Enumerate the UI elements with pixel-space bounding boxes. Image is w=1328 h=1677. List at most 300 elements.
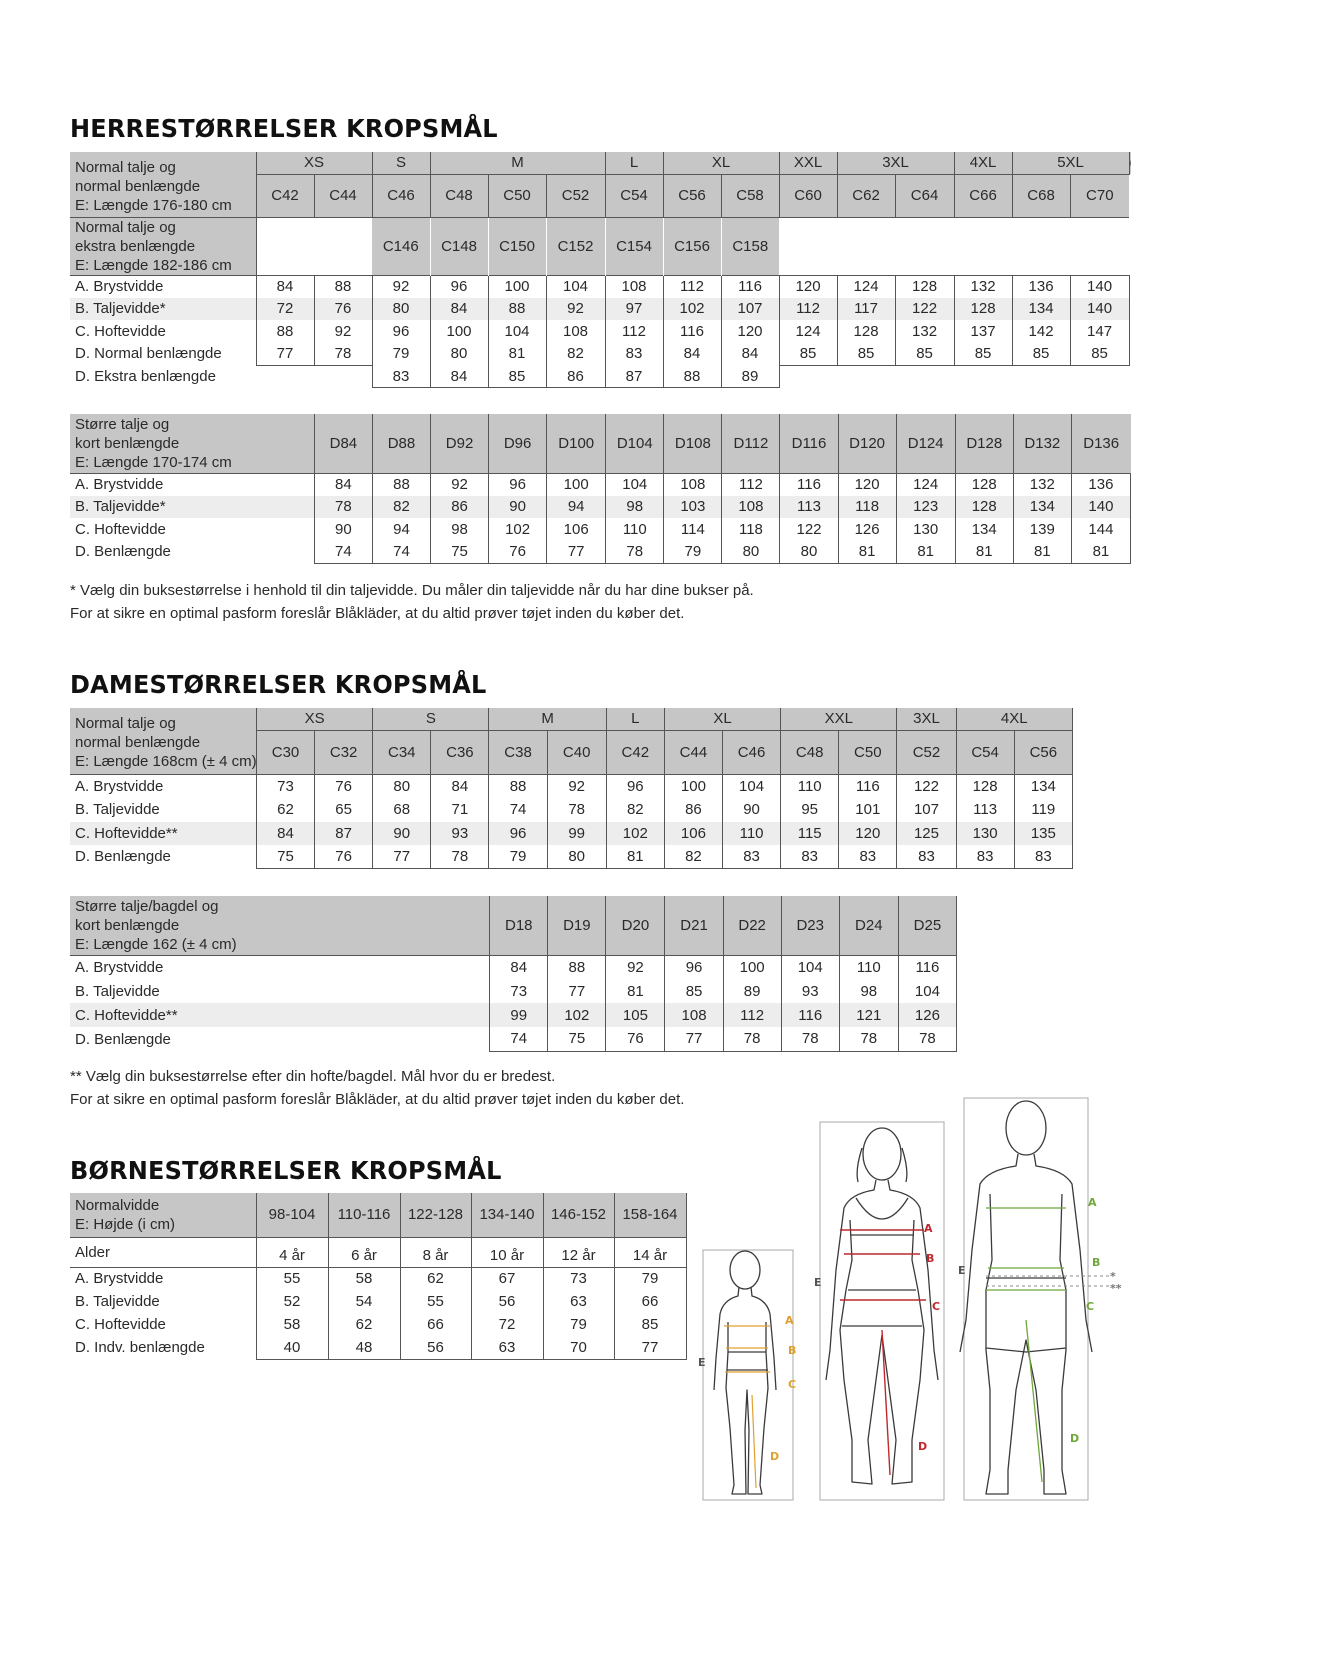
men-cell: 84 [721,343,779,366]
men-large-code: D84 [314,414,372,473]
men-cell: 84 [430,365,488,388]
kids-cell: 66 [614,1290,686,1313]
men-large-cell: 124 [896,473,955,496]
men-large-cell: 86 [431,496,489,519]
men-cell: 112 [605,320,663,343]
men-large-cell: 128 [955,496,1013,519]
women-large-code: D22 [723,896,781,955]
men-code: C68 [1012,174,1070,217]
women-large-cell: 116 [781,1003,839,1027]
kids-row [70,1267,686,1290]
men-code: C64 [895,174,954,217]
men-large-cell: 140 [1071,496,1130,519]
women-cell: 82 [606,798,664,822]
women-large-cell: 77 [665,1027,723,1051]
women-cell: 90 [722,798,780,822]
men-large-cell: 112 [722,473,780,496]
men-cell: 80 [372,298,430,321]
women-cell: 65 [315,798,373,822]
men-code: C66 [954,174,1012,217]
men-row-label: A. Brystvidde [70,275,256,298]
women-row [70,798,1073,822]
men-cell: 102 [663,298,721,321]
men-cell: 136 [1012,275,1070,298]
women-large-cell: 96 [665,955,723,979]
men-large-cell: 144 [1071,518,1130,541]
men-code: C56 [663,174,721,217]
women-code: C48 [781,730,839,774]
men-large-cell: 113 [780,496,838,519]
women-cell: 95 [781,798,839,822]
kids-cell: 70 [543,1336,614,1359]
man-label-star: * [1110,1270,1116,1283]
women-code: C52 [897,730,956,774]
women-large-cell: 104 [781,955,839,979]
men-cell: 76 [314,298,372,321]
women-cell: 88 [489,774,547,798]
woman-label-a: A [924,1222,933,1235]
men-large-cell: 90 [314,518,372,541]
women-cell: 78 [547,798,606,822]
women-large-row [70,1003,957,1027]
men-cell: 92 [314,320,372,343]
men-cell: 88 [256,320,314,343]
kids-cell: 63 [543,1290,614,1313]
men-large-cell: 123 [896,496,955,519]
women-large-row [70,979,957,1003]
men-large-cell: 88 [372,473,430,496]
kids-title: BØRNESTØRRELSER KROPSMÅL [70,1156,502,1185]
men-large-row-label: D. Benlængde [75,543,171,561]
women-large-label: Større talje/bagdel og kort benlængde E: Længde 162 (± 4 cm) [70,896,490,955]
men-large-code: D88 [372,414,430,473]
women-code: C32 [315,730,373,774]
men-row-label: D. Ekstra benlængde [75,367,216,385]
men-cell: 83 [372,365,430,388]
men-large-cell: 82 [372,496,430,519]
women-large-cell: 76 [606,1027,665,1051]
women-cell: 106 [664,822,722,846]
women-size-4xl: 4XL [956,708,1072,730]
men-large-cell: 110 [606,518,664,541]
women-cell: 93 [431,822,489,846]
men-cell: 80 [430,343,488,366]
kids-size: 122-128 [400,1193,471,1237]
men-large-cell: 116 [780,473,838,496]
women-large-cell: 112 [723,1003,781,1027]
women-cell: 87 [315,822,373,846]
women-large-code: D25 [898,896,956,955]
men-large-cell: 81 [896,541,955,564]
women-large-cell: 78 [898,1027,956,1051]
men-cell: 137 [954,320,1012,343]
men-cell: 92 [372,275,430,298]
kids-row [70,1290,686,1313]
women-row-label: C. Hoftevidde** [70,822,256,846]
men-large-row-label: B. Taljevidde* [70,496,314,519]
men-row [70,320,1131,343]
women-large-cell: 89 [723,979,781,1003]
child-label-e: E [698,1356,706,1369]
men-cell: 128 [954,298,1012,321]
men-large-code: D92 [431,414,489,473]
men-code: C54 [605,174,663,217]
women-code: C42 [606,730,664,774]
women-code: C34 [373,730,431,774]
women-large-row [70,955,957,979]
men-large-cell: 100 [547,473,606,496]
kids-cell: 62 [400,1267,471,1290]
women-code: C40 [547,730,606,774]
women-code: C38 [489,730,547,774]
women-cell: 83 [839,845,897,869]
kids-age: 10 år [471,1237,543,1267]
men-extra-label: Normal talje og ekstra benlængde E: Længde 182-186 cm [70,217,256,275]
man-label-e: E [958,1264,966,1277]
women-size-xs: XS [256,708,372,730]
kids-cell: 40 [256,1336,328,1359]
woman-figure [826,1128,941,1484]
women-cell: 80 [373,774,431,798]
men-row [70,365,1131,388]
kids-age-label: Alder [70,1237,256,1267]
men-large-code: D124 [896,414,955,473]
men-large-cell: 98 [606,496,664,519]
men-large-cell: 81 [838,541,896,564]
men-large-cell: 103 [664,496,722,519]
men-cell: 79 [372,343,430,366]
men-large-cell: 74 [372,541,430,564]
men-large-cell: 77 [547,541,606,564]
men-title: HERRESTØRRELSER KROPSMÅL [70,114,498,143]
women-cell: 115 [781,822,839,846]
men-cell: 134 [1012,298,1070,321]
men-code: C44 [314,174,372,217]
women-code: C46 [722,730,780,774]
men-code: C58 [721,174,779,217]
men-cell: 82 [546,343,605,366]
women-size-xl: XL [664,708,780,730]
kids-cell: 62 [328,1313,400,1336]
men-cell: 132 [954,275,1012,298]
women-cell: 134 [1014,774,1072,798]
kids-cell: 55 [256,1267,328,1290]
kids-cell: 85 [614,1313,686,1336]
women-large-cell: 92 [606,955,665,979]
men-large-cell: 128 [955,473,1013,496]
men-extra-code: C146 [372,217,430,275]
women-size-3xl: 3XL [897,708,956,730]
women-large-row-label: D. Benlængde [75,1030,171,1048]
men-cell: 96 [430,275,488,298]
women-cell: 122 [897,774,956,798]
men-large-cell: 139 [1013,518,1071,541]
men-cell: 85 [954,343,1012,366]
women-cell: 116 [839,774,897,798]
women-cell: 135 [1014,822,1072,846]
women-cell: 83 [722,845,780,869]
kids-cell: 67 [471,1267,543,1290]
men-cell: 140 [1070,275,1129,298]
men-cell: 124 [837,275,895,298]
women-row-label: A. Brystvidde [70,774,256,798]
kids-cell: 52 [256,1290,328,1313]
men-row [70,298,1131,321]
kids-age: 4 år [256,1237,328,1267]
men-size-l: L [605,152,663,174]
men-large-cell: 92 [431,473,489,496]
women-large-cell: 77 [548,979,606,1003]
men-size-s: S [372,152,430,174]
men-extra-code: C156 [663,217,721,275]
child-label-d: D [770,1450,780,1463]
men-large-cell: 122 [780,518,838,541]
women-large-cell: 75 [548,1027,606,1051]
kids-size: 146-152 [543,1193,614,1237]
women-cell: 68 [373,798,431,822]
child-label-c: C [788,1378,797,1391]
men-row [70,343,1131,366]
men-notes [70,579,754,625]
men-large-cell: 79 [664,541,722,564]
women-cell: 110 [781,774,839,798]
women-large-cell: 100 [723,955,781,979]
women-cell: 83 [1014,845,1072,869]
men-large-cell: 84 [314,473,372,496]
men-large-cell: 134 [955,518,1013,541]
women-row [70,845,1073,869]
men-large-row [70,473,1131,496]
child-measures [724,1326,770,1488]
women-size-m: M [489,708,606,730]
men-large-cell: 108 [664,473,722,496]
women-row [70,822,1073,846]
women-large-cell: 105 [606,1003,665,1027]
women-cell: 84 [431,774,489,798]
woman-label-e: E [814,1276,822,1289]
kids-cell: 58 [328,1267,400,1290]
men-cell: 122 [895,298,954,321]
men-size-xxl: XXL [779,152,837,174]
men-large-cell: 106 [547,518,606,541]
women-code: C44 [664,730,722,774]
women-cell: 96 [489,822,547,846]
men-cell: 124 [779,320,837,343]
men-large-cell: 94 [372,518,430,541]
women-large-cell: 116 [898,955,956,979]
women-large-row-label: B. Taljevidde [75,982,160,1000]
men-cell: 88 [663,365,721,388]
men-code: C46 [372,174,430,217]
women-large-size-table [70,896,957,1052]
women-large-cell: 98 [839,979,898,1003]
kids-cell: 63 [471,1336,543,1359]
kids-row [70,1336,686,1359]
men-size-5xl: 5XL [1012,152,1129,174]
kids-size-table [70,1193,687,1360]
woman-label-d: D [918,1440,928,1453]
women-cell: 80 [547,845,606,869]
men-large-cell: 118 [722,518,780,541]
men-note-2: For at sikre en optimal pasform foreslår Blåkläder, at du altid prøver tøjet inden du køber det. [70,605,685,622]
men-large-row [70,541,1131,564]
kids-age: 6 år [328,1237,400,1267]
women-cell: 77 [373,845,431,869]
women-large-cell: 78 [723,1027,781,1051]
women-cell: 99 [547,822,606,846]
men-large-cell: 104 [606,473,664,496]
men-cell: 85 [779,343,837,366]
women-large-cell: 99 [490,1003,548,1027]
women-size-table [70,708,1073,869]
women-code: C50 [839,730,897,774]
kids-age: 12 år [543,1237,614,1267]
women-cell: 76 [315,845,373,869]
women-large-cell: 78 [781,1027,839,1051]
women-cell: 120 [839,822,897,846]
men-cell: 88 [314,275,372,298]
women-cell: 104 [722,774,780,798]
women-large-code: D18 [490,896,548,955]
kids-row-label: B. Taljevidde [75,1293,160,1310]
men-cell: 142 [1012,320,1070,343]
women-size-l: L [606,708,664,730]
men-cell: 84 [256,275,314,298]
kids-age: 14 år [614,1237,686,1267]
men-cell: 132 [895,320,954,343]
women-cell: 96 [606,774,664,798]
men-large-cell: 81 [1013,541,1071,564]
women-row [70,774,1073,798]
women-cell: 107 [897,798,956,822]
men-code: C52 [546,174,605,217]
women-cell: 110 [722,822,780,846]
women-cell: 78 [431,845,489,869]
men-cell: 87 [605,365,663,388]
women-large-code: D21 [665,896,723,955]
men-cell: 108 [605,275,663,298]
men-large-code: D96 [489,414,547,473]
men-code: C50 [488,174,546,217]
men-large-cell: 134 [1013,496,1071,519]
men-large-cell: 76 [489,541,547,564]
kids-cell: 56 [400,1336,471,1359]
men-large-cell: 90 [489,496,547,519]
kids-cell: 48 [328,1336,400,1359]
kids-size: 134-140 [471,1193,543,1237]
women-normal-label: Normal talje og normal benlængde E: Længde 168cm (± 4 cm) [70,708,256,774]
men-cell: 104 [546,275,605,298]
men-cell: 85 [488,365,546,388]
women-large-row-label: C. Hoftevidde** [70,1003,490,1027]
men-large-code: D112 [722,414,780,473]
men-row-label: B. Taljevidde* [70,298,256,321]
men-large-code: D132 [1013,414,1071,473]
women-cell: 75 [256,845,314,869]
men-extra-code: C148 [430,217,488,275]
men-large-cell: 118 [838,496,896,519]
women-cell: 125 [897,822,956,846]
men-size-3xl: 3XL [837,152,954,174]
men-cell: 147 [1070,320,1129,343]
men-large-cell: 132 [1013,473,1071,496]
child-label-b: B [788,1344,797,1357]
men-row-label: C. Hoftevidde [75,322,166,340]
kids-row [70,1313,686,1336]
men-large-code: D116 [780,414,838,473]
women-large-row-label: A. Brystvidde [70,955,490,979]
women-large-code: D24 [839,896,898,955]
women-cell: 79 [489,845,547,869]
women-cell: 83 [897,845,956,869]
men-large-label: Større talje og kort benlængde E: Længde 170-174 cm [70,414,314,473]
kids-row-label: C. Hoftevidde [75,1316,166,1333]
women-cell: 86 [664,798,722,822]
women-note-2: For at sikre en optimal pasform foreslår Blåkläder, at du altid prøver tøjet inden du køber det. [70,1091,685,1108]
men-cell: 85 [895,343,954,366]
men-cell: 81 [488,343,546,366]
women-large-cell: 74 [490,1027,548,1051]
women-cell: 82 [664,845,722,869]
women-large-code: D20 [606,896,665,955]
women-code: C54 [956,730,1014,774]
measurement-figures [690,1090,1140,1510]
men-extra-code: C158 [721,217,779,275]
women-large-cell: 84 [490,955,548,979]
men-large-cell: 102 [489,518,547,541]
men-large-cell: 74 [314,541,372,564]
women-cell: 100 [664,774,722,798]
men-cell: 100 [430,320,488,343]
man-label-b: B [1092,1256,1101,1269]
men-large-cell: 78 [606,541,664,564]
women-cell: 92 [547,774,606,798]
men-row [70,275,1131,298]
kids-age: 8 år [400,1237,471,1267]
men-code: C62 [837,174,895,217]
child-label-a: A [785,1314,794,1327]
men-cell: 117 [837,298,895,321]
women-large-cell: 85 [665,979,723,1003]
men-large-cell: 108 [722,496,780,519]
men-cell: 84 [663,343,721,366]
men-large-code: D104 [606,414,664,473]
men-cell: 120 [779,275,837,298]
men-large-cell: 120 [838,473,896,496]
men-cell: 77 [256,343,314,366]
men-large-cell: 78 [314,496,372,519]
men-cell: 85 [1070,343,1129,366]
men-large-cell: 81 [1071,541,1130,564]
women-cell: 73 [256,774,314,798]
men-code: C70 [1070,174,1129,217]
women-cell: 130 [956,822,1014,846]
men-large-row [70,518,1131,541]
man-label-d: D [1070,1432,1080,1445]
men-cell: 120 [721,320,779,343]
men-size-4xl: 4XL [954,152,1012,174]
men-cell: 97 [605,298,663,321]
women-title: DAMESTØRRELSER KROPSMÅL [70,670,487,699]
women-cell: 113 [956,798,1014,822]
women-notes [70,1065,684,1111]
men-large-cell: 75 [431,541,489,564]
women-size-s: S [373,708,489,730]
men-row-label: D. Normal benlængde [75,345,222,363]
men-large-row [70,496,1131,519]
men-large-cell: 114 [664,518,722,541]
men-note-1: * Vælg din buksestørrelse i henhold til din taljevidde. Du måler din taljevidde når du har dine bukser på. [70,582,754,599]
